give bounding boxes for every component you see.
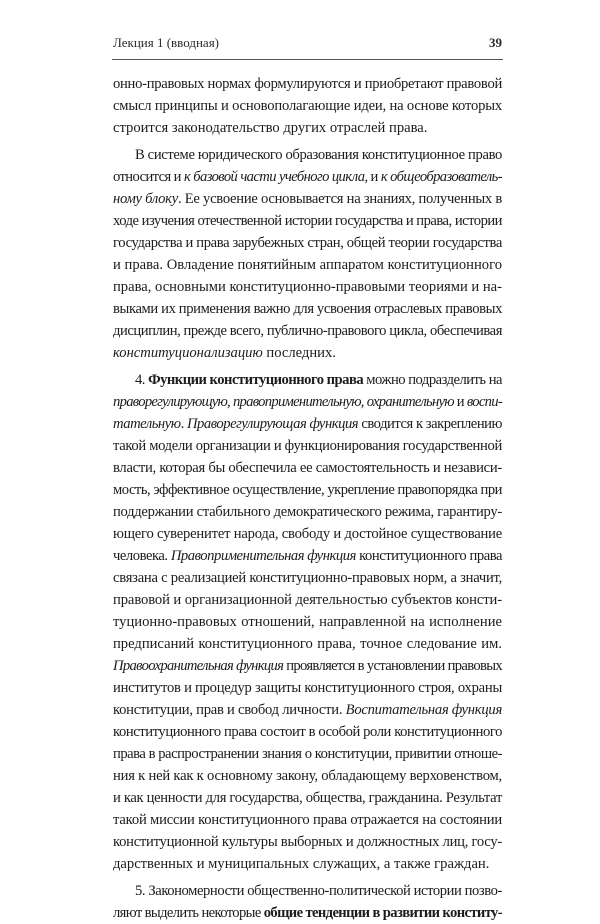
body-text [113,73,502,924]
paragraph: 5. Закономерности общественно-политической истории позво- ляют выделить некоторые общие тенденции в развитии конститу- [113,883,502,921]
running-title: Лекция 1 (вводная) [113,35,219,50]
paragraph: онно-правовых нормах формулируются и приобретают правовой смысл принципы и основополагающие идеи, на основе которых строится законодательство других отраслей права. [113,76,502,136]
paragraph: 4. Функции конституционного права можно подразделить на праворегулирующую, правоприменительную, охранительную и воспи- тательную. Праворегулирующая функция сводится к закреплению такой модели организации и функционирования государственной власти, которая бы обеспечила ее самостоятельность и независи- мость, эффективное осуществление, укрепление правопорядка при поддержании стабильного демократического режима, гарантиру- ющего суверенитет народа, свободу и достойное существование человека. Правоприменительная функция конституционного права связана с реализацией конституционно-правовых норм, а значит, правовой и организационной деятельностью субъектов консти- туционно-правовых отношений, направленной на исполнение предписаний конституционного права, точное следование им. Правоохранительная функция проявляется в установлении правовых институтов и процедур защиты конституционного строя, охраны конституции, прав и свобод личности. Воспитательная функция конституционного права состоит в особой роли конституционного права в распространении знания о конституции, привитии отноше- ния к ней как к основному закону, обладающему верховенством, и как ценности для государства, общества, гражданина. Результат такой миссии конституционного права отражается на состоянии конституционной культуры выборных и должностных лиц, госу- дарственных и муниципальных служащих, а также граждан. [113,372,502,872]
header-rule [112,59,503,60]
running-header [113,35,502,55]
paragraph: В системе юридического образования конституционное право относится и к базовой части учебного цикла, и к общеобразователь- ному блоку. Ее усвоение основывается на знаниях, полученных в ходе изучения отечественной истории государства и права, истории государства и права зарубежных стран, общей теории государства и права. Овладение понятийным аппаратом конституционного права, основными конституционно-правовыми теориями и на- выками их применения важно для усвоения отраслевых правовых дисциплин, прежде всего, публично-правового цикла, обеспечивая конституционализацию последних. [113,147,502,361]
page-number: 39 [489,35,502,50]
